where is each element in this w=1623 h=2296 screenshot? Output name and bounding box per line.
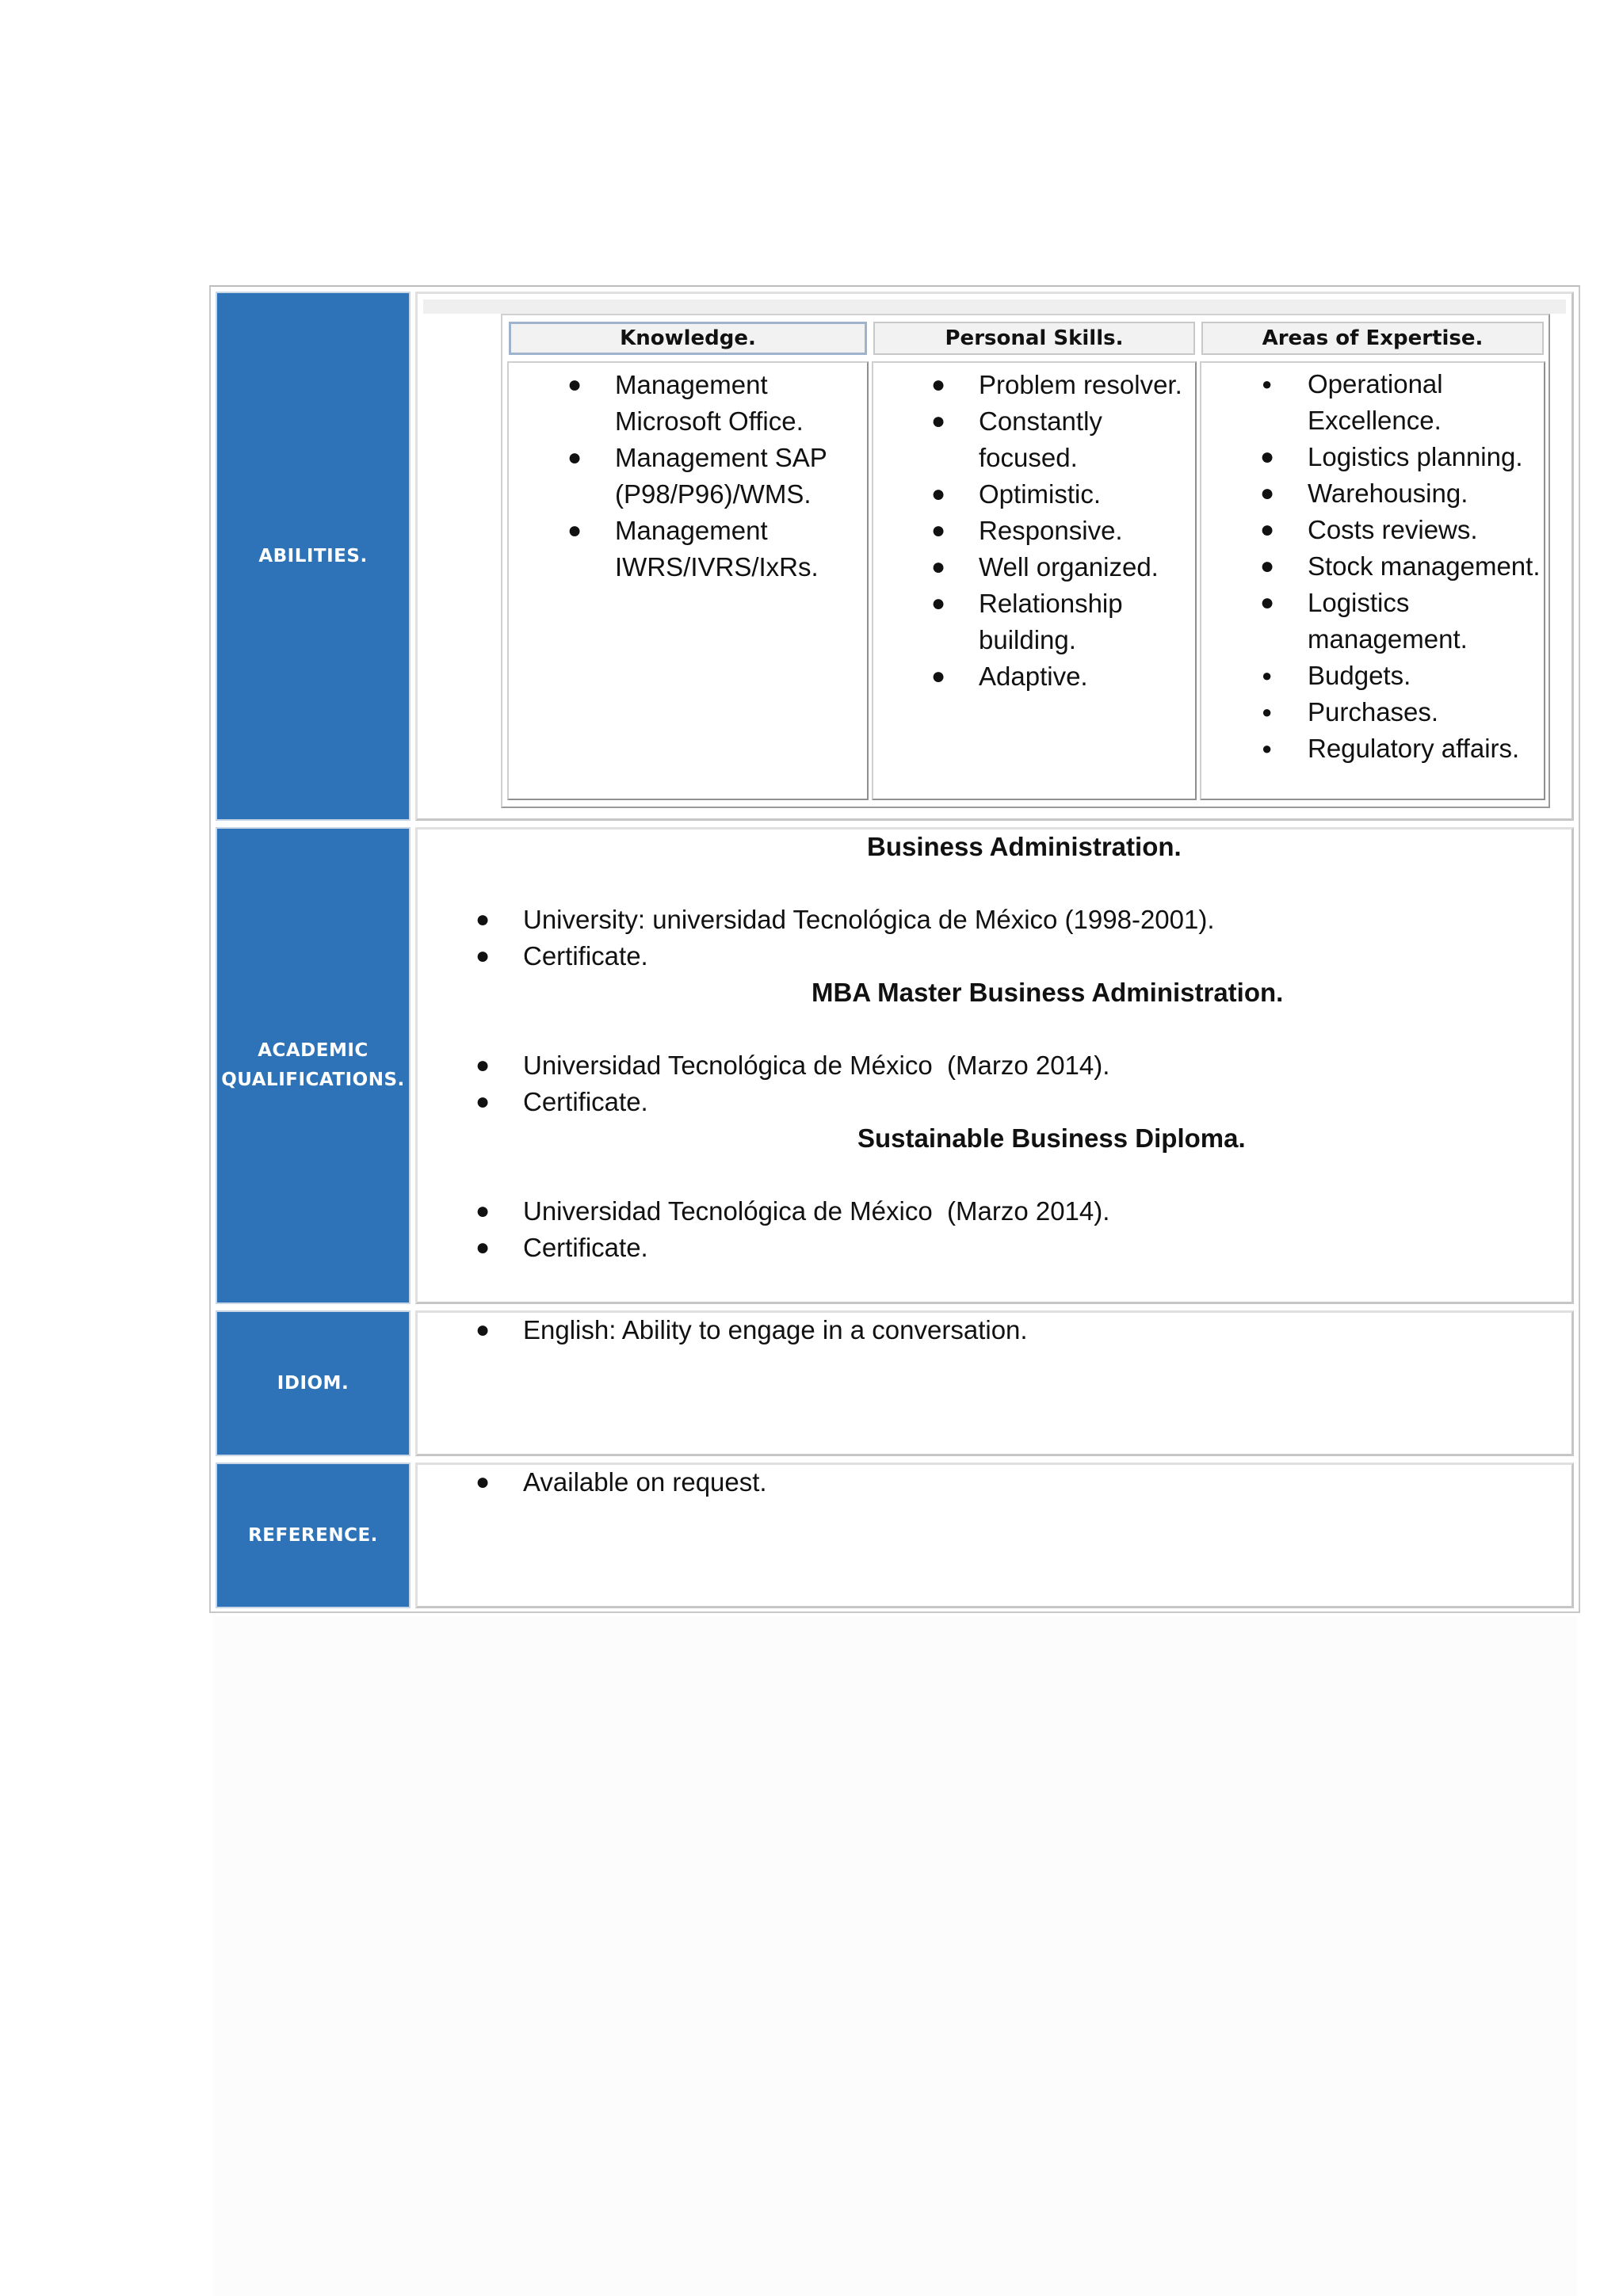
page-background-shade <box>214 1616 1577 2296</box>
label-academic-qualifications <box>216 827 411 1304</box>
list-item: ● Certificate. <box>475 1087 648 1116</box>
list-item: ● Costs reviews. <box>1260 515 1478 544</box>
degree-list-business-administration <box>475 902 1553 974</box>
areas-of-expertise-list <box>1260 366 1541 767</box>
list-item: ● Operational Excellence. <box>1262 369 1443 435</box>
degree-list-mba <box>475 1047 1553 1120</box>
list-item: ● Management SAP (P98/P96)/WMS. <box>567 443 827 509</box>
list-item: ● Available on request. <box>475 1467 767 1497</box>
list-item: ● Universidad Tecnológica de México (Marzo 2014). <box>475 1051 1110 1080</box>
list-item: ● Responsive. <box>931 516 1123 545</box>
label-abilities-text: ABILITIES. <box>258 545 368 566</box>
list-item: ● Logistics management. <box>1260 588 1468 654</box>
list-item: ● Budgets. <box>1262 661 1411 690</box>
list-item: ● Certificate. <box>475 1233 648 1262</box>
list-item: ● Universidad Tecnológica de México (Marzo 2014). <box>475 1196 1110 1226</box>
list-item: ● Optimistic. <box>931 479 1102 509</box>
list-item: ● Management Microsoft Office. <box>567 370 804 436</box>
knowledge-list <box>567 367 853 585</box>
list-item: ● Well organized. <box>931 552 1159 582</box>
list-item: ● Management IWRS/IVRS/IxRs. <box>567 516 819 582</box>
degree-list-sustainable-business <box>475 1193 1553 1266</box>
label-academic-text <box>221 1036 405 1095</box>
degree-title-mba: MBA Master Business Administration. <box>812 978 1284 1007</box>
list-item: ● Purchases. <box>1262 697 1439 727</box>
column-header-personal-skills: Personal Skills. <box>873 322 1195 355</box>
list-item: ● Problem resolver. <box>931 370 1182 399</box>
label-academic-line2: QUALIFICATIONS. <box>221 1070 405 1090</box>
reference-list <box>475 1464 1553 1501</box>
label-idiom <box>216 1310 411 1456</box>
list-item: ● University: universidad Tecnológica de México (1998-2001). <box>475 905 1215 934</box>
column-header-areas-of-expertise: Areas of Expertise. <box>1201 322 1544 355</box>
label-idiom-text: IDIOM. <box>277 1372 349 1394</box>
list-item: ● Regulatory affairs. <box>1262 734 1520 763</box>
list-item: ● Constantly focused. <box>931 406 1102 472</box>
degree-title-sustainable-business: Sustainable Business Diploma. <box>857 1123 1246 1153</box>
list-item: ● Certificate. <box>475 941 648 971</box>
label-academic-line1: ACADEMIC <box>258 1040 369 1061</box>
label-reference-text: REFERENCE. <box>248 1524 378 1546</box>
personal-skills-list <box>931 367 1186 695</box>
list-item: ● English: Ability to engage in a conversation. <box>475 1315 1028 1344</box>
abilities-inner-strip <box>423 299 1566 314</box>
idiom-list <box>475 1312 1553 1348</box>
degree-title-business-administration: Business Administration. <box>867 832 1182 861</box>
column-header-knowledge: Knowledge. <box>509 322 867 355</box>
list-item: ● Stock management. <box>1260 551 1541 581</box>
list-item: ● Relationship building. <box>931 589 1123 654</box>
label-reference <box>216 1463 411 1608</box>
list-item: ● Logistics planning. <box>1260 442 1523 471</box>
list-item: ● Warehousing. <box>1260 479 1468 508</box>
list-item: ● Adaptive. <box>931 662 1088 691</box>
label-abilities <box>216 292 411 821</box>
